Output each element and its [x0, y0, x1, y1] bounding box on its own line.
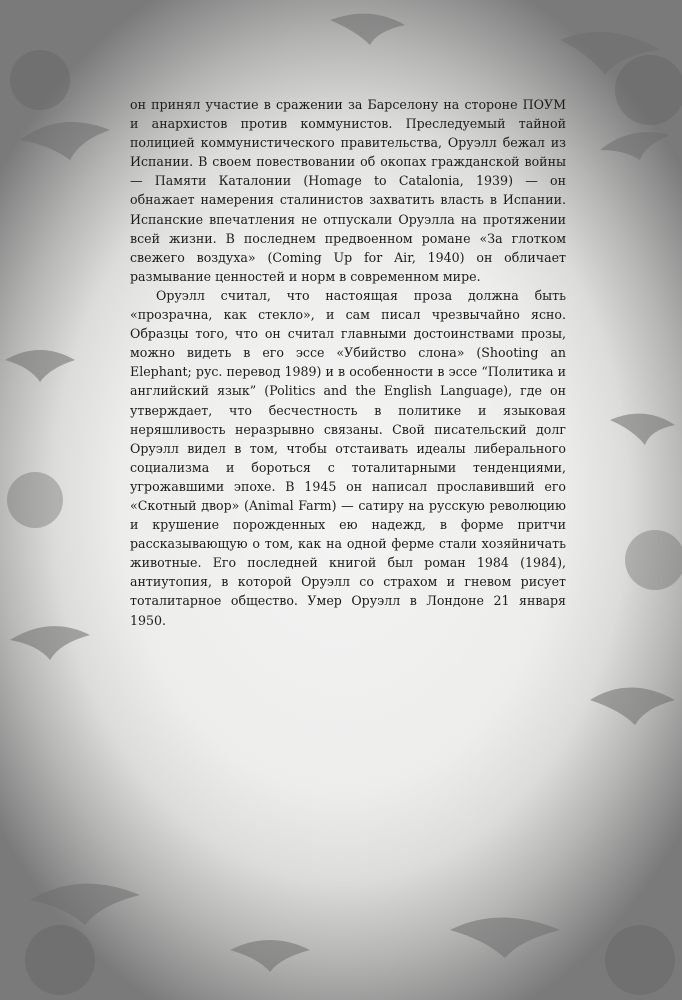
body-text — [130, 95, 566, 630]
paragraph: он принял участие в сражении за Барселону на стороне ПОУМ и анархистов против коммунистов. Преследуемый тайной полицией коммунистического правительства, Оруэлл бежал из Испании. В своем повествовании об окопах гражданской войны — Памяти Каталонии (Homage to Catalonia, 1939) — он обнажает намерения сталинистов захватить власть в Испании. Испанские впечатления не отпускали Оруэлла на протяжении всей жизни. В последнем предвоенном романе «За глотком свежего воздуха» (Coming Up for Air, 1940) он обличает размывание ценностей и норм в современном мире. — [130, 97, 566, 284]
paragraph: Оруэлл считал, что настоящая проза должна быть «прозрачна, как стекло», и сам писал чрезвычайно ясно. Образцы того, что он считал главными достоинствами прозы, можно видеть в его эссе «Убийство слона» (Shooting an Elephant; рус. перевод 1989) и в особенности в эссе “Политика и английский язык” (Politics and the English Language), где он утверждает, что бесчестность в политике и языковая неряшливость неразрывно связаны. Свой писательский долг Оруэлл видел в том, чтобы отстаивать идеалы либерального социализма и бороться с тоталитарными тенденциями, угрожавшими эпохе. В 1945 он написал прославивший его «Скотный двор» (Animal Farm) — сатиру на русскую революцию и крушение порожденных ею надежд, в форме притчи рассказывающую о том, как на одной ферме стали хозяйничать животные. Его последней книгой был роман 1984 (1984), антиутопия, в которой Оруэлл со страхом и гневом рисует тоталитарное общество. Умер Оруэлл в Лондоне 21 января 1950. — [130, 287, 566, 628]
